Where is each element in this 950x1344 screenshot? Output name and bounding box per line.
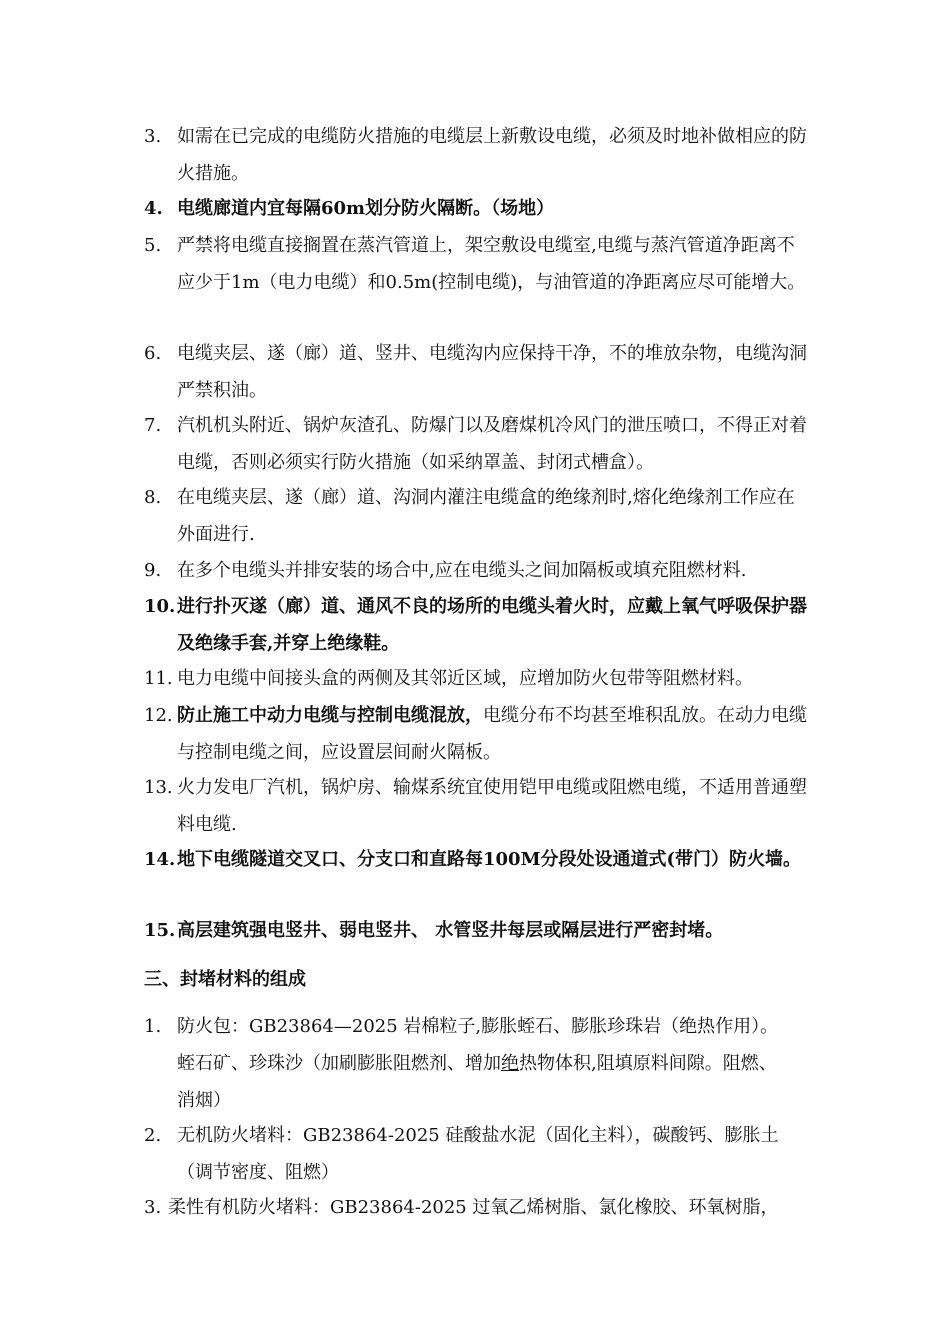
list-item-text: 在多个电缆头并排安装的场合中,应在电缆头之间加隔板或填充阻燃材料. (177, 560, 747, 581)
section-heading: 三、封堵材料的组成 (144, 969, 306, 990)
list-item-3 (144, 118, 812, 192)
list-number: 7. (144, 415, 162, 436)
list-number: 1. (144, 1016, 162, 1037)
list-item-text: 高层建筑强电竖井、弱电竖井、 水管竖井每层或隔层进行严密封堵。 (177, 920, 724, 941)
list-item-text: 地下电缆隧道交叉口、分支口和直路每100M分段处设通道式(带门）防火墙。 (177, 849, 802, 870)
regular-text: 电缆分布不均甚至堆积乱放。在动力电缆与控制电缆之间，应设置层间耐火隔板。 (177, 705, 807, 763)
material-item-1 (144, 1008, 844, 1119)
list-item-10 (144, 588, 812, 662)
underlined-char: 绝 (501, 1053, 519, 1074)
list-item-text (177, 697, 812, 771)
list-item-13 (144, 769, 812, 843)
list-item-11 (144, 660, 812, 697)
text-line: 无机防火堵料：GB23864-2025 硅酸盐水泥（固化主料），碳酸钙、膨胀土 (177, 1125, 779, 1146)
list-number: 11. (144, 668, 173, 689)
text-line: 消烟） (177, 1090, 231, 1111)
list-item-text (168, 1189, 812, 1226)
list-item-5 (144, 227, 812, 301)
list-number: 14. (144, 849, 176, 870)
list-item-text (177, 1117, 812, 1191)
list-number: 10. (144, 596, 176, 617)
bold-emphasis: 防止施工中动力电缆与控制电缆混放， (177, 705, 483, 726)
list-number: 6. (144, 343, 162, 364)
material-item-2 (144, 1117, 812, 1191)
list-item-12 (144, 697, 812, 771)
list-item-text: 严禁将电缆直接搁置在蒸汽管道上，架空敷设电缆室,电缆与蒸汽管道净距离不应少于1m（电力电缆）和0.5m(控制电缆)，与油管道的净距离应尽可能增大。 (177, 235, 806, 293)
list-number: 5. (144, 235, 162, 256)
list-number: 3. (144, 126, 162, 147)
list-item-9 (144, 552, 812, 589)
list-item-text: 电缆夹层、遂（廊）道、竖井、电缆沟内应保持干净，不的堆放杂物，电缆沟洞严禁积油。 (177, 343, 807, 401)
list-item-text: 汽机机头附近、锅炉灰渣孔、防爆门以及磨煤机冷风门的泄压喷口，不得正对着电缆，否则必须实行防火措施（如采纳罩盖、封闭式槽盒）。 (177, 415, 807, 473)
text-segment: 热物体积,阻填原料间隙。阻燃、 (519, 1053, 777, 1074)
text-line (177, 1045, 844, 1082)
list-item-14 (144, 841, 812, 878)
list-item-6 (144, 335, 812, 409)
text-line: （调节密度、阻燃） (177, 1162, 339, 1183)
list-item-4 (144, 190, 812, 227)
list-number: 4. (144, 198, 163, 219)
text-line: 防火包：GB23864—2025 岩棉粒子,膨胀蛭石、膨胀珍珠岩（绝热作用）。 (177, 1016, 779, 1037)
list-item-text: 电力电缆中间接头盒的两侧及其邻近区域，应增加防火包带等阻燃材料。 (177, 668, 753, 689)
list-number: 9. (144, 560, 162, 581)
list-number: 12. (144, 705, 173, 726)
list-number: 2. (144, 1125, 162, 1146)
text-line: 柔性有机防火堵料：GB23864-2025 过氧乙烯树脂、氯化橡胶、环氧树脂， (168, 1197, 779, 1218)
list-item-text: 电缆廊道内宜每隔60m划分防火隔断。（场地） (177, 198, 555, 219)
list-number: 15. (144, 920, 176, 941)
list-number: 13. (144, 777, 173, 798)
list-item-8 (144, 479, 812, 553)
list-number: 3. (144, 1197, 162, 1218)
list-item-text: 如需在已完成的电缆防火措施的电缆层上新敷设电缆，必须及时地补做相应的防火措施。 (177, 126, 807, 184)
list-item-text: 进行扑灭遂（廊）道、通风不良的场所的电缆头着火时，应戴上氧气呼吸保护器及绝缘手套,并穿上绝缘鞋。 (177, 596, 807, 654)
list-item-15 (144, 912, 812, 949)
material-item-3 (144, 1189, 812, 1226)
text-segment: 蛭石矿、珍珠沙（加刷膨胀阻燃剂、增加 (177, 1053, 501, 1074)
list-number: 8. (144, 487, 162, 508)
list-item-7 (144, 407, 812, 481)
list-item-text: 火力发电厂汽机，锅炉房、输煤系统宜使用铠甲电缆或阻燃电缆，不适用普通塑料电缆. (177, 777, 807, 835)
list-item-text: 在电缆夹层、遂（廊）道、沟洞内灌注电缆盒的绝缘剂时,熔化绝缘剂工作应在外面进行. (177, 487, 795, 545)
list-item-text (177, 1008, 844, 1119)
